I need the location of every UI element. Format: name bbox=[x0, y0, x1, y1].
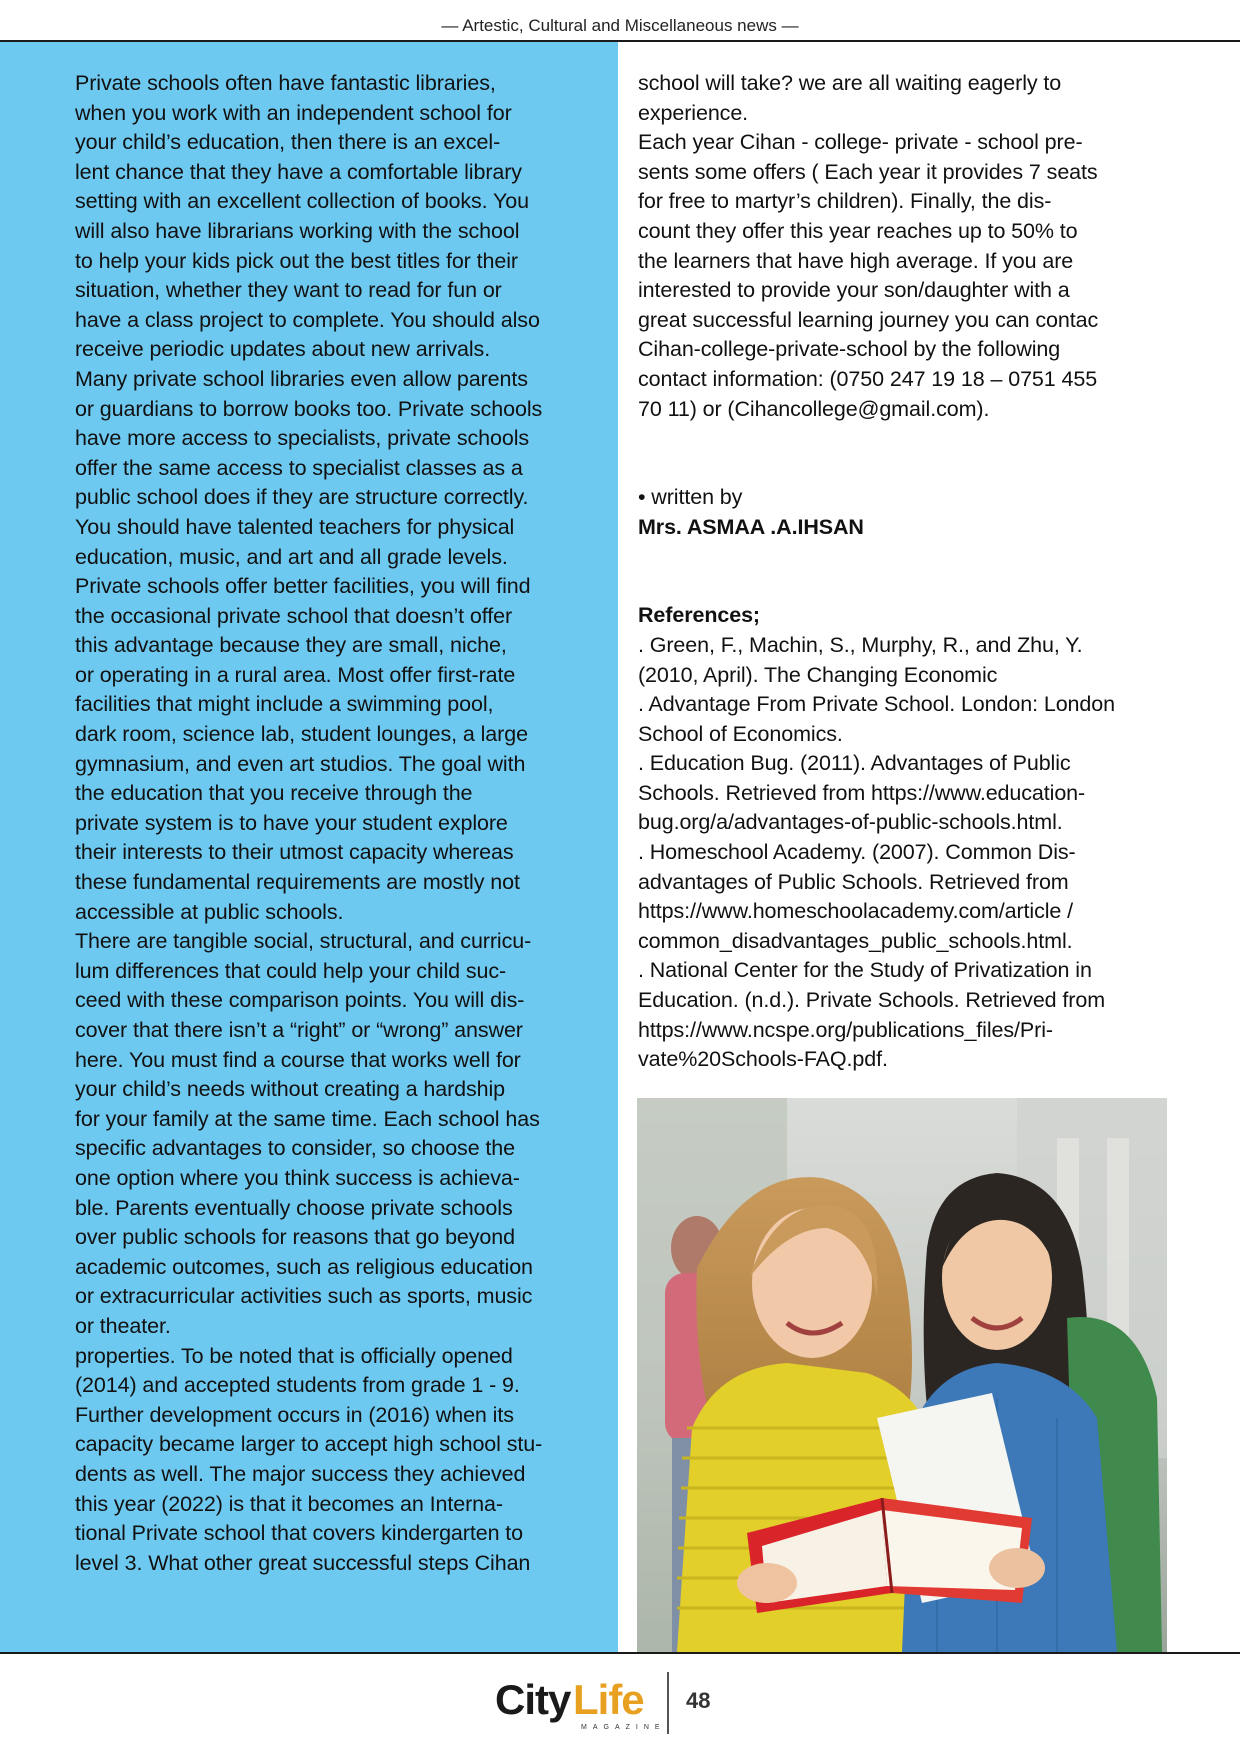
article-line: Further development occurs in (2016) when its bbox=[75, 1402, 514, 1427]
article-line: tional Private school that covers kindergarten to bbox=[75, 1521, 524, 1546]
reference-line: . Green, F., Machin, S., Murphy, R., and Zhu, Y. bbox=[638, 632, 1083, 657]
article-line: have a class project to complete. You should also bbox=[75, 307, 540, 332]
article-line: when you work with an independent school for bbox=[75, 100, 512, 125]
article-line: lum differences that could help your child suc- bbox=[75, 958, 507, 983]
article-line: or extracurricular activities such as sports, music bbox=[75, 1284, 533, 1309]
article-line: this advantage because they are small, niche, bbox=[75, 633, 507, 658]
article-line: will also have librarians working with the school bbox=[75, 218, 520, 243]
article-line: receive periodic updates about new arrivals. bbox=[75, 337, 491, 362]
article-line: the learners that have high average. If you are bbox=[638, 248, 1074, 273]
right-column bbox=[638, 69, 1172, 1075]
article-line: for your family at the same time. Each school has bbox=[75, 1106, 540, 1131]
article-line: properties. To be noted that is officially opened bbox=[75, 1343, 513, 1368]
article-line: education, music, and art and all grade levels. bbox=[75, 544, 508, 569]
article-line: specific advantages to consider, so choose the bbox=[75, 1136, 516, 1161]
logo-city-text: City bbox=[495, 1676, 571, 1723]
article-line: the education that you receive through the bbox=[75, 781, 473, 806]
article-line: accessible at public schools. bbox=[75, 899, 344, 924]
students-reading-photo bbox=[637, 1098, 1167, 1652]
author-name: Mrs. ASMAA .A.IHSAN bbox=[638, 514, 864, 539]
article-line: great successful learning journey you can contac bbox=[638, 307, 1099, 332]
article-line: facilities that might include a swimming pool, bbox=[75, 692, 494, 717]
section-title: — Artestic, Cultural and Miscellaneous news — bbox=[441, 16, 799, 35]
article-line: gymnasium, and even art studios. The goal with bbox=[75, 751, 526, 776]
article-line: academic outcomes, such as religious education bbox=[75, 1254, 533, 1279]
article-line: There are tangible social, structural, and curricu- bbox=[75, 929, 532, 954]
left-column-article-text bbox=[75, 69, 605, 1578]
article-line: Private schools offer better facilities, you will find bbox=[75, 574, 531, 599]
article-line: count they offer this year reaches up to 50% to bbox=[638, 218, 1078, 243]
article-line: Private schools often have fantastic libraries, bbox=[75, 71, 496, 95]
article-line: capacity became larger to accept high school stu- bbox=[75, 1432, 543, 1457]
article-line: private system is to have your student explore bbox=[75, 810, 508, 835]
article-line: here. You must find a course that works well for bbox=[75, 1047, 521, 1072]
page-number: 48 bbox=[686, 1688, 711, 1713]
article-line: ceed with these comparison points. You will dis- bbox=[75, 988, 525, 1013]
reference-line: School of Economics. bbox=[638, 721, 843, 746]
reference-line: https://www.homeschoolacademy.com/article / bbox=[638, 899, 1074, 924]
reference-line: advantages of Public Schools. Retrieved from bbox=[638, 869, 1069, 894]
citylife-logo bbox=[495, 1676, 666, 1736]
article-line: over public schools for reasons that go beyond bbox=[75, 1225, 516, 1250]
article-line: 70 11) or (Cihancollege@gmail.com). bbox=[638, 396, 990, 421]
article-line: Many private school libraries even allow parents bbox=[75, 366, 528, 391]
article-line: these fundamental requirements are mostly not bbox=[75, 870, 520, 895]
article-line: or theater. bbox=[75, 1313, 171, 1338]
article-line: ble. Parents eventually choose private schools bbox=[75, 1195, 513, 1220]
references-heading: References; bbox=[638, 603, 760, 628]
reference-line: https://www.ncspe.org/publications_files/Pri- bbox=[638, 1017, 1053, 1042]
article-line: You should have talented teachers for physical bbox=[75, 514, 515, 539]
article-line: offer the same access to specialist classes as a bbox=[75, 455, 523, 480]
article-line: or guardians to borrow books too. Private schools bbox=[75, 396, 543, 421]
article-line: your child’s education, then there is an excel- bbox=[75, 130, 501, 155]
reference-line: (2010, April). The Changing Economic bbox=[638, 662, 998, 687]
article-line: or operating in a rural area. Most offer first-rate bbox=[75, 662, 516, 687]
article-line: to help your kids pick out the best titles for their bbox=[75, 248, 518, 273]
page-number-divider bbox=[667, 1672, 669, 1734]
right-column-article-text bbox=[638, 69, 1172, 424]
article-line: level 3. What other great successful steps Cihan bbox=[75, 1550, 531, 1575]
written-by-label: • written by bbox=[638, 485, 743, 510]
reference-line: vate%20Schools-FAQ.pdf. bbox=[638, 1047, 888, 1072]
reference-line: bug.org/a/advantages-of-public-schools.html. bbox=[638, 810, 1063, 835]
reference-line: common_disadvantages_public_schools.html. bbox=[638, 928, 1073, 953]
article-line: your child’s needs without creating a hardship bbox=[75, 1077, 506, 1102]
logo-magazine-text: MAGAZINE bbox=[581, 1724, 666, 1731]
article-line: Cihan-college-private-school by the following bbox=[638, 337, 1061, 362]
article-line: setting with an excellent collection of books. You bbox=[75, 189, 529, 214]
article-line: situation, whether they want to read for fun or bbox=[75, 278, 502, 303]
article-line: school will take? we are all waiting eagerly to bbox=[638, 71, 1062, 95]
article-line: contact information: (0750 247 19 18 – 0751 455 bbox=[638, 366, 1098, 391]
reference-line: Education. (n.d.). Private Schools. Retrieved from bbox=[638, 988, 1106, 1013]
article-line: experience. bbox=[638, 100, 749, 125]
article-line: dents as well. The major success they achieved bbox=[75, 1461, 526, 1486]
header-bar bbox=[0, 0, 1240, 42]
article-line: their interests to their utmost capacity whereas bbox=[75, 840, 514, 865]
reference-line: . National Center for the Study of Privatization in bbox=[638, 958, 1092, 983]
article-line: dark room, science lab, student lounges, a large bbox=[75, 722, 528, 747]
article-line: Each year Cihan - college- private - school pre- bbox=[638, 130, 1083, 155]
article-line: sents some offers ( Each year it provides 7 seats bbox=[638, 159, 1098, 184]
reference-line: . Homeschool Academy. (2007). Common Dis- bbox=[638, 840, 1076, 865]
article-line: one option where you think success is achieva- bbox=[75, 1165, 520, 1190]
article-line: public school does if they are structure correctly. bbox=[75, 485, 529, 510]
logo-life-text: Life bbox=[573, 1676, 644, 1723]
reference-line: . Advantage From Private School. London: London bbox=[638, 692, 1115, 717]
references-list bbox=[638, 631, 1172, 1075]
article-line: the occasional private school that doesn’t offer bbox=[75, 603, 513, 628]
article-line: this year (2022) is that it becomes an Interna- bbox=[75, 1491, 503, 1516]
footer-divider bbox=[0, 1652, 1240, 1654]
article-line: lent chance that they have a comfortable library bbox=[75, 159, 522, 184]
article-line: have more access to specialists, private schools bbox=[75, 426, 530, 451]
students-reading-illustration bbox=[637, 1098, 1167, 1652]
article-line: (2014) and accepted students from grade 1 - 9. bbox=[75, 1373, 520, 1398]
reference-line: Schools. Retrieved from https://www.education- bbox=[638, 780, 1086, 805]
article-line: cover that there isn’t a “right” or “wrong” answer bbox=[75, 1018, 523, 1042]
article-line: interested to provide your son/daughter with a bbox=[638, 278, 1070, 303]
reference-line: . Education Bug. (2011). Advantages of Public bbox=[638, 751, 1071, 776]
article-line: for free to martyr’s children). Finally, the dis- bbox=[638, 189, 1052, 214]
